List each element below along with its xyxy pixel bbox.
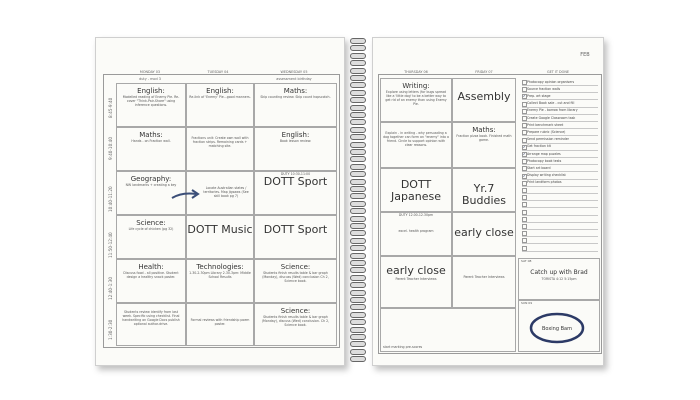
spiral-ring: [350, 82, 366, 88]
todo-divider: [522, 215, 598, 216]
cell-thu-r2: [380, 122, 452, 168]
todo-divider: [522, 222, 598, 223]
todo-divider: [522, 186, 598, 187]
todo-divider: [522, 135, 598, 136]
time-label: 10:40-11:20: [108, 186, 113, 212]
cell-thu-r1: [380, 78, 452, 122]
spiral-ring: [350, 356, 366, 362]
spiral-ring: [350, 223, 366, 229]
cell-tue-r2: [186, 127, 254, 171]
lesson-note: Students review identify from last week. Specific using checklist. Final handwriting on Google Docs publish optional author-drive.: [122, 310, 180, 326]
lesson-note: Discuss food - all positive. Student design a healthy snack poster.: [123, 271, 179, 279]
spiral-binding: [340, 38, 374, 364]
top-note-monday: duty - mod 3: [139, 77, 161, 81]
cell-mon-r6: [116, 303, 186, 346]
spiral-ring: [350, 297, 366, 303]
spiral-ring: [350, 282, 366, 288]
subject-title: Maths:: [139, 131, 163, 139]
spiral-ring: [350, 253, 366, 259]
spiral-ring: [350, 75, 366, 81]
spiral-ring: [350, 216, 366, 222]
assembly-label: Assembly: [457, 90, 511, 103]
cell-fri-r1: [452, 78, 516, 122]
todo-divider: [522, 157, 598, 158]
todo-divider: [522, 143, 598, 144]
subject-title: English:: [206, 87, 234, 95]
day-header-wednesday: WEDNESDAY 05: [280, 70, 308, 74]
cell-wed-r4: [254, 215, 337, 259]
spiral-ring: [350, 142, 366, 148]
spiral-ring: [350, 290, 366, 296]
duty-note: DUTY 10:30-11:00: [280, 172, 311, 176]
todo-item-text: Collect Book sale - cut and fill: [527, 101, 575, 106]
cell-wed-r2: [254, 127, 337, 171]
spiral-ring: [350, 193, 366, 199]
todo-divider: [522, 99, 598, 100]
todo-checkbox[interactable]: ✔: [523, 144, 526, 149]
day-header-tuesday: TUESDAY 04: [207, 70, 229, 74]
todo-item-text: Print benchmark sheet: [527, 122, 564, 127]
lesson-note: Life cycle of chicken (pg 32): [128, 227, 174, 231]
lesson-note: 1.30-2.30pm Library 2.30-3pm: Middle School Results: [189, 271, 251, 279]
lesson-note: Students finish results table & bar graph (Monday), discuss (Wed) conclusion. Ch 2, Science book.: [261, 315, 330, 327]
time-label: 12:40-1:30: [108, 277, 113, 300]
spiral-ring: [350, 112, 366, 118]
spiral-ring: [350, 179, 366, 185]
todo-checkbox[interactable]: ✔: [523, 152, 526, 156]
spiral-ring: [350, 327, 366, 333]
day-label: SUN 09: [521, 301, 533, 305]
sunday-box: [518, 300, 600, 352]
lesson-note: Locate Australian states / territories. Map jigsaws (See skill book pg 7): [203, 186, 249, 198]
todo-divider: [522, 107, 598, 108]
lesson-note: Book lesson review.: [279, 139, 312, 143]
spiral-ring: [350, 105, 366, 111]
todo-item-text: Create Google Classroom task: [527, 115, 576, 120]
cell-wed-r6: [254, 303, 337, 346]
early-close-label: early close: [454, 226, 514, 239]
buddies-label: Yr.7 Buddies: [461, 182, 507, 207]
spiral-ring: [350, 164, 366, 170]
todo-divider: [522, 85, 598, 86]
todo-divider: [522, 121, 598, 122]
lesson-note: Skip counting review. Skip count hopscotch.: [260, 95, 331, 99]
todo-divider: [522, 128, 598, 129]
spiral-ring: [350, 186, 366, 192]
lesson-note: Formal reviews with friendship poem poster.: [190, 318, 250, 326]
time-label: 11:50-12:40: [108, 232, 113, 258]
weekend-subnote: TORISTA 4:12 5:15pm: [541, 277, 577, 281]
todo-item-text: Photocopy book tests: [527, 158, 562, 163]
todo-item-text: Photocopy opinion organisers: [527, 79, 575, 84]
top-note-wednesday: assessment birthday: [276, 77, 312, 81]
todo-divider: [522, 207, 598, 208]
lesson-note: Fractions unit: Create own wall with fraction strips. Remaining cards + matching site.: [191, 136, 249, 148]
cell-thu-r3: [380, 168, 452, 212]
lesson-note: Re-link of 'Enemy' Pie...good manners.: [189, 95, 251, 99]
spiral-ring: [350, 341, 366, 347]
lesson-note: excel. health program: [398, 229, 434, 233]
cell-wed-r3: [254, 171, 337, 215]
cell-tue-r5: [186, 259, 254, 303]
todo-item-text: Source fraction walls: [527, 86, 561, 91]
todo-item-text: Get fraction kit: [527, 144, 551, 149]
day-header-monday: MONDAY 03: [139, 70, 161, 74]
todo-divider: [522, 251, 598, 252]
cell-mon-r1: [116, 83, 186, 127]
spiral-ring: [350, 53, 366, 59]
spiral-ring: [350, 267, 366, 273]
todo-item-text: Prepare rubric (Science): [527, 129, 566, 134]
subject-title: Writing:: [402, 82, 430, 90]
spiral-ring: [350, 149, 366, 155]
arrow-icon: [170, 188, 202, 202]
duty-note: DUTY 12.00-12.30pm: [398, 213, 434, 217]
cell-mon-r5: [116, 259, 186, 303]
lesson-note: start marking pre-scores: [383, 345, 423, 349]
spiral-ring: [350, 201, 366, 207]
cell-fri-r4: [452, 212, 516, 256]
todo-item-text: Enemy Pie - borrow from library: [527, 108, 578, 113]
spiral-ring: [350, 97, 366, 103]
todo-item-text: Display writing checklist: [527, 173, 566, 178]
spiral-ring: [350, 319, 366, 325]
subject-title: Science:: [280, 263, 311, 271]
subject-title: Technologies:: [196, 263, 244, 271]
cell-tue-r4: [186, 215, 254, 259]
todo-divider: [522, 171, 598, 172]
spiral-ring: [350, 238, 366, 244]
todo-divider: [522, 150, 598, 151]
early-close-label: early close: [386, 264, 446, 277]
lesson-note: Parent Teacher Interviews: [395, 277, 437, 281]
spiral-ring: [350, 60, 366, 66]
todo-divider: [522, 243, 598, 244]
todo-divider: [522, 164, 598, 165]
todo-divider: [522, 193, 598, 194]
lesson-note: Students finish results table & bar graph (Monday), discuss (Wed) conclusion Ch 2, Science book.: [262, 271, 329, 283]
spiral-ring: [350, 230, 366, 236]
todo-divider: [522, 229, 598, 230]
dott-japanese-label: DOTT Japanese: [391, 178, 441, 203]
dott-sport-label: DOTT Sport: [263, 223, 328, 236]
spiral-ring: [350, 349, 366, 355]
day-header-friday: FRIDAY 07: [475, 70, 493, 74]
spiral-ring: [350, 90, 366, 96]
lesson-note: NW landmarks + creating a key: [125, 183, 177, 187]
day-label: SAT 08: [521, 259, 532, 263]
spiral-ring: [350, 68, 366, 74]
cell-fri-r5: [452, 256, 516, 308]
spiral-ring: [350, 38, 366, 44]
cell-mon-r2: [116, 127, 186, 171]
cell-thu-r4: [380, 212, 452, 256]
subject-title: Maths:: [472, 126, 496, 134]
spiral-ring: [350, 334, 366, 340]
todo-item-text: Arrange map puzzles: [527, 151, 561, 156]
todo-item-text: Print landform photos: [527, 180, 562, 185]
todo-item-text: Start art board: [527, 165, 551, 170]
lesson-note: Parent Teacher Interviews: [463, 275, 505, 279]
cell-tue-r1: [186, 83, 254, 127]
subject-title: English:: [281, 131, 310, 139]
todo-divider: [522, 114, 598, 115]
spiral-ring: [350, 119, 366, 125]
subject-title: Science:: [280, 307, 311, 315]
cell-thu-r5: [380, 256, 452, 308]
spiral-ring: [350, 45, 366, 51]
lesson-note: Explore using letters (for bugs spread like a 'little dog' to be a better way to get rid of an enemy than using Enemy Pie.: [385, 90, 447, 106]
spiral-ring: [350, 304, 366, 310]
cell-fri-r2: [452, 122, 516, 168]
todo-item-text: Send permission reminder: [527, 137, 569, 142]
time-label: 8:45-9:40: [108, 97, 113, 118]
dott-sport-label: DOTT Sport: [263, 175, 328, 188]
spiral-ring: [350, 171, 366, 177]
todo-divider: [522, 200, 598, 201]
cell-mon-r4: [116, 215, 186, 259]
cell-wed-r5: [254, 259, 337, 303]
subject-title: English:: [137, 87, 165, 95]
cell-thu-r6: [380, 308, 516, 352]
subject-title: Science:: [136, 219, 166, 227]
todo-divider: [522, 92, 598, 93]
subject-title: Geography:: [130, 175, 172, 183]
spiral-ring: [350, 312, 366, 318]
time-label: 9:40-10:40: [108, 137, 113, 160]
lesson-note: Modelled reading of Enemy Pie. Re-cover "Think-Pair-Share" using inference questions.: [122, 95, 180, 107]
spiral-ring: [350, 275, 366, 281]
time-label: 1:30-2:30: [108, 319, 113, 340]
spiral-ring: [350, 208, 366, 214]
spiral-ring: [350, 134, 366, 140]
cell-tue-r6: [186, 303, 254, 346]
weekend-note: Catch up with Brad: [530, 269, 588, 276]
lesson-note: Explain - in writing - why persuading a dog together can form an "enemy" into a friend. Circle to support opinion with clear reasons.: [383, 131, 449, 147]
dott-music-label: DOTT Music: [187, 223, 253, 236]
day-header-thursday: THURSDAY 06: [404, 70, 428, 74]
cell-fri-r3: [452, 168, 516, 212]
todo-item-text: Prep. art stage: [527, 93, 551, 98]
subject-title: Maths:: [283, 87, 308, 95]
spiral-ring: [350, 260, 366, 266]
todo-checkbox[interactable]: ✔: [523, 94, 526, 99]
subject-title: Health:: [138, 263, 164, 271]
spiral-ring: [350, 156, 366, 162]
spiral-ring: [350, 127, 366, 133]
todo-header: GET IT DONE: [546, 70, 570, 74]
cell-wed-r1: [254, 83, 337, 127]
saturday-box: [518, 258, 600, 300]
todo-divider: [522, 179, 598, 180]
todo-divider: [522, 236, 598, 237]
weekend-note: Boxing Bam: [542, 326, 572, 332]
lesson-note: Fraction pizza book. Finished math game.: [456, 134, 512, 142]
month-tag: FEB: [580, 52, 590, 58]
todo-checkbox[interactable]: ✔: [523, 173, 526, 178]
spiral-ring: [350, 245, 366, 251]
lesson-note: Hands - on Fraction wall.: [131, 139, 171, 143]
